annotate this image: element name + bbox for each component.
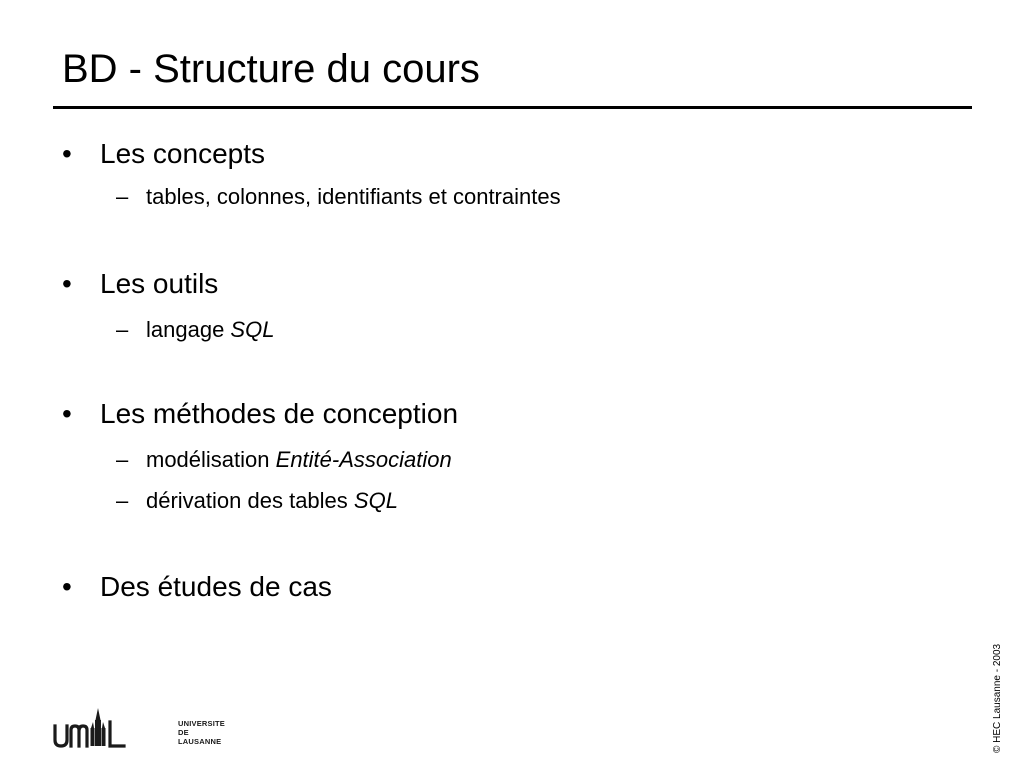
bullet-des-etudes xyxy=(62,570,332,604)
bullet-marker: • xyxy=(62,268,72,299)
sub-item xyxy=(116,183,561,211)
logo-letter-n xyxy=(71,726,87,746)
bullet-label: Des études de cas xyxy=(100,571,332,602)
dash-marker: – xyxy=(116,447,129,472)
bullet-marker: • xyxy=(62,138,72,169)
bullet-label: Les concepts xyxy=(100,138,265,169)
sub-item-text: dérivation des tables xyxy=(146,488,354,513)
sub-item-text: tables, colonnes, identifiants et contraintes xyxy=(146,184,561,209)
logo-text-line3: LAUSANNE xyxy=(178,737,222,746)
sub-item xyxy=(116,446,452,474)
bullet-les-concepts xyxy=(62,137,265,171)
unil-logo-mark xyxy=(52,706,126,752)
bullet-les-outils xyxy=(62,267,218,301)
sub-item-italic: SQL xyxy=(230,317,275,342)
bullet-label: Les méthodes de conception xyxy=(100,398,459,429)
sub-item-italic: Entité-Association xyxy=(275,447,452,472)
bullet-les-methodes xyxy=(62,397,458,431)
dash-marker: – xyxy=(116,488,129,513)
logo-text-line1: UNIVERSITE xyxy=(178,719,226,728)
unil-logo xyxy=(52,706,226,752)
sub-item-text: modélisation xyxy=(146,447,276,472)
bullet-label: Les outils xyxy=(100,268,219,299)
copyright-notice: © HEC Lausanne - 2003 xyxy=(992,643,1003,753)
logo-letter-l xyxy=(110,722,124,746)
logo-text-line2: DE xyxy=(178,728,189,737)
sub-item xyxy=(116,316,274,344)
logo-letter-u xyxy=(55,726,67,746)
sub-item-text: langage xyxy=(146,317,231,342)
bullet-marker: • xyxy=(62,571,72,602)
bullet-marker: • xyxy=(62,398,72,429)
dash-marker: – xyxy=(116,317,129,342)
cathedral-spire-icon xyxy=(91,708,106,746)
sub-item-italic: SQL xyxy=(353,488,398,513)
sub-item xyxy=(116,487,398,515)
dash-marker: – xyxy=(116,184,129,209)
slide-title: BD - Structure du cours xyxy=(62,47,480,91)
